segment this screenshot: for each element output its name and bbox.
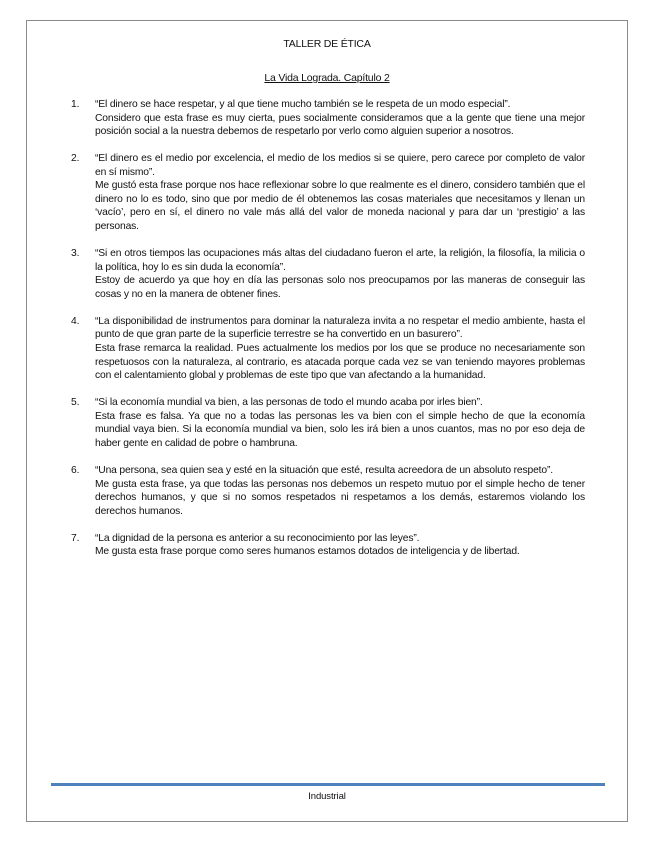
item-quote: “La disponibilidad de instrumentos para dominar la naturaleza invita a no respetar el medio ambiente, hasta el punto de que gran parte de la superficie terrestre se ha convertido en un basurero”. [95,315,585,341]
list-item [71,464,585,518]
item-comment: Esta frase es falsa. Ya que no a todas las personas les va bien con el simple hecho de que la economía mundial vaya bien. Si la economía mundial va bien, solo les irá bien a unos cuantos, mas no por eso deja de haber gente en calidad de pobre o hambruna. [95,410,585,449]
footer-divider [51,783,605,786]
item-comment: Me gustó esta frase porque nos hace reflexionar sobre lo que realmente es el dinero, considero también que el dinero no lo es todo, sino que por medio de él obtenemos las cosas materiales que necesitamos y llenan un ‘vacío’, pero en sí, el dinero no vale más allá del valor de moneda nacional y para dar un ‘prestigio’ a las personas. [95,180,585,232]
item-quote: “El dinero es el medio por excelencia, el medio de los medios si se quiere, pero carece por completo de valor en sí mismo”. [95,153,585,178]
item-comment: Esta frase remarca la realidad. Pues actualmente los medios por los que se produce no necesariamente son respetuosos con la naturaleza, al contrario, es atacada porque cada vez se van teniendo mayores problemas con el calentamiento global y problemas de este tipo que van afectando a la humanidad. [95,342,585,382]
item-comment: Estoy de acuerdo ya que hoy en día las personas solo nos preocupamos por las maneras de conseguir las cosas y no en la manera de obtener fines. [95,275,585,300]
list-item [71,396,585,450]
chapter-subtitle: La Vida Lograda. Capítulo 2 [264,72,390,84]
item-comment: Considero que esta frase es muy cierta, pues socialmente consideramos que a la gente que tiene una mejor posición social a la nuestra debemos de respetarlo por verlo como alguien superior a nosotros. [95,112,585,138]
list-item [71,98,585,139]
item-quote: “Si en otros tiempos las ocupaciones más altas del ciudadano fueron el arte, la religión, la filosofía, la milicia o la política, hoy lo es sin duda la economía”. [95,248,585,273]
list-item [71,247,585,301]
document-page [26,20,628,822]
item-number: 2. [71,153,80,165]
quote-list [71,98,585,572]
item-quote: “El dinero se hace respetar, y al que tiene mucho también se le respeta de un modo especial”. [95,99,511,110]
item-number: 3. [71,248,80,260]
page-title: TALLER DE ÉTICA [283,38,371,50]
item-quote: “Si la economía mundial va bien, a las personas de todo el mundo acaba por irles bien”. [95,397,483,409]
item-number: 7. [71,532,80,544]
item-number: 5. [71,397,80,409]
item-number: 4. [71,315,80,327]
item-comment: Me gusta esta frase porque como seres humanos estamos dotados de inteligencia y de libertad. [95,546,520,558]
item-quote: “Una persona, sea quien sea y esté en la situación que esté, resulta acreedora de un absoluto respeto”. [95,465,553,476]
list-item [71,315,585,383]
list-item [71,532,585,559]
item-number: 1. [71,99,80,110]
item-quote: “La dignidad de la persona es anterior a su reconocimiento por las leyes”. [95,532,420,544]
list-item [71,152,585,233]
footer-label: Industrial [308,791,346,802]
item-number: 6. [71,465,80,476]
item-comment: Me gusta esta frase, ya que todas las personas nos debemos un respeto mutuo por el simple hecho de tener derechos humanos, y que si no somos respetados ni respetamos a los demás, estaremos violando los derechos humanos. [95,478,585,517]
